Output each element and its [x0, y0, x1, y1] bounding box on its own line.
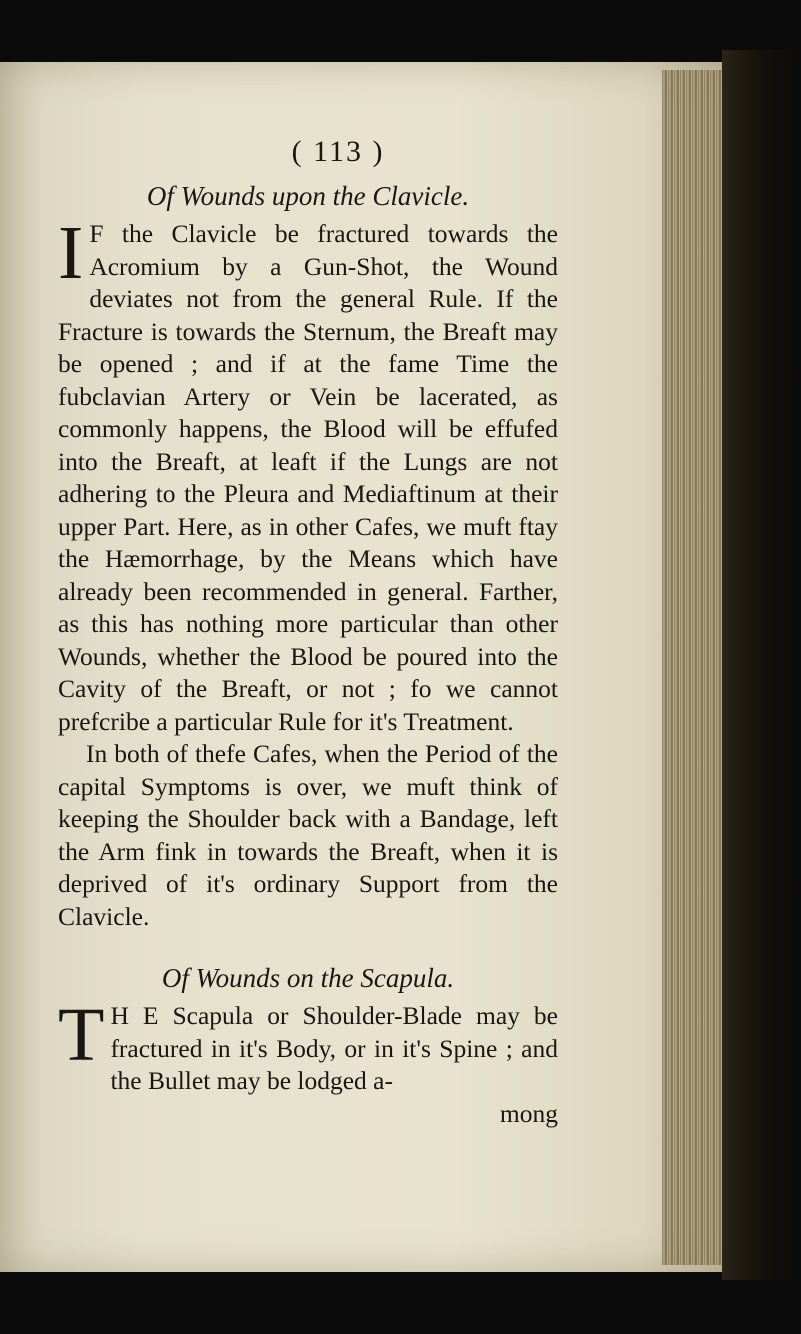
- paragraph-clavicle-2: In both of thefe Cafes, when the Period of the capital Symptoms is over, we muft think of keeping the Shoulder back with a Bandage, left the Arm fink in towards the Breaft, when it is deprived of it's ordinary Support from the Clavicle.: [58, 739, 558, 931]
- paragraph-scapula-1: [58, 993, 558, 1098]
- book-binding: [722, 50, 801, 1280]
- page-text: [58, 135, 558, 1130]
- paragraph-text: H E Scapula or Shoulder-Blade may be fractured in it's Body, or in it's Spine ; and the Bullet may be lodged a-: [110, 1001, 558, 1095]
- catchword: mong: [499, 1098, 558, 1128]
- paragraph-clavicle-1: [58, 211, 558, 738]
- page-number: ( 113 ): [291, 135, 385, 168]
- section-heading-clavicle: Of Wounds upon the Clavicle.: [146, 181, 470, 211]
- paragraph-text: F the Clavicle be fractured towards the Acromium by a Gun-Shot, the Wound deviates not from the general Rule. If the Fracture is towards the Sternum, the Breaft may be opened ; and if at the fame Time the fubclavian Artery or Vein be lacerated, as commonly happens, the Blood will be effufed into the Breaft, at leaft if the Lungs are not adhering to the Pleura and Mediaftinum at their upper Part. Here, as in other Cafes, we muft ftay the Hæmorrhage, by the Means which have already been recommended in general. Farther, as this has nothing more particular than other Wounds, whether the Blood be poured into the Cavity of the Breaft, or not ; fo we cannot prefcribe a particular Rule for it's Treatment.: [58, 219, 558, 736]
- section-heading-scapula: Of Wounds on the Scapula.: [161, 963, 455, 993]
- drop-cap: T: [58, 993, 105, 1077]
- drop-cap: I: [58, 211, 84, 295]
- page-edges: [662, 70, 722, 1265]
